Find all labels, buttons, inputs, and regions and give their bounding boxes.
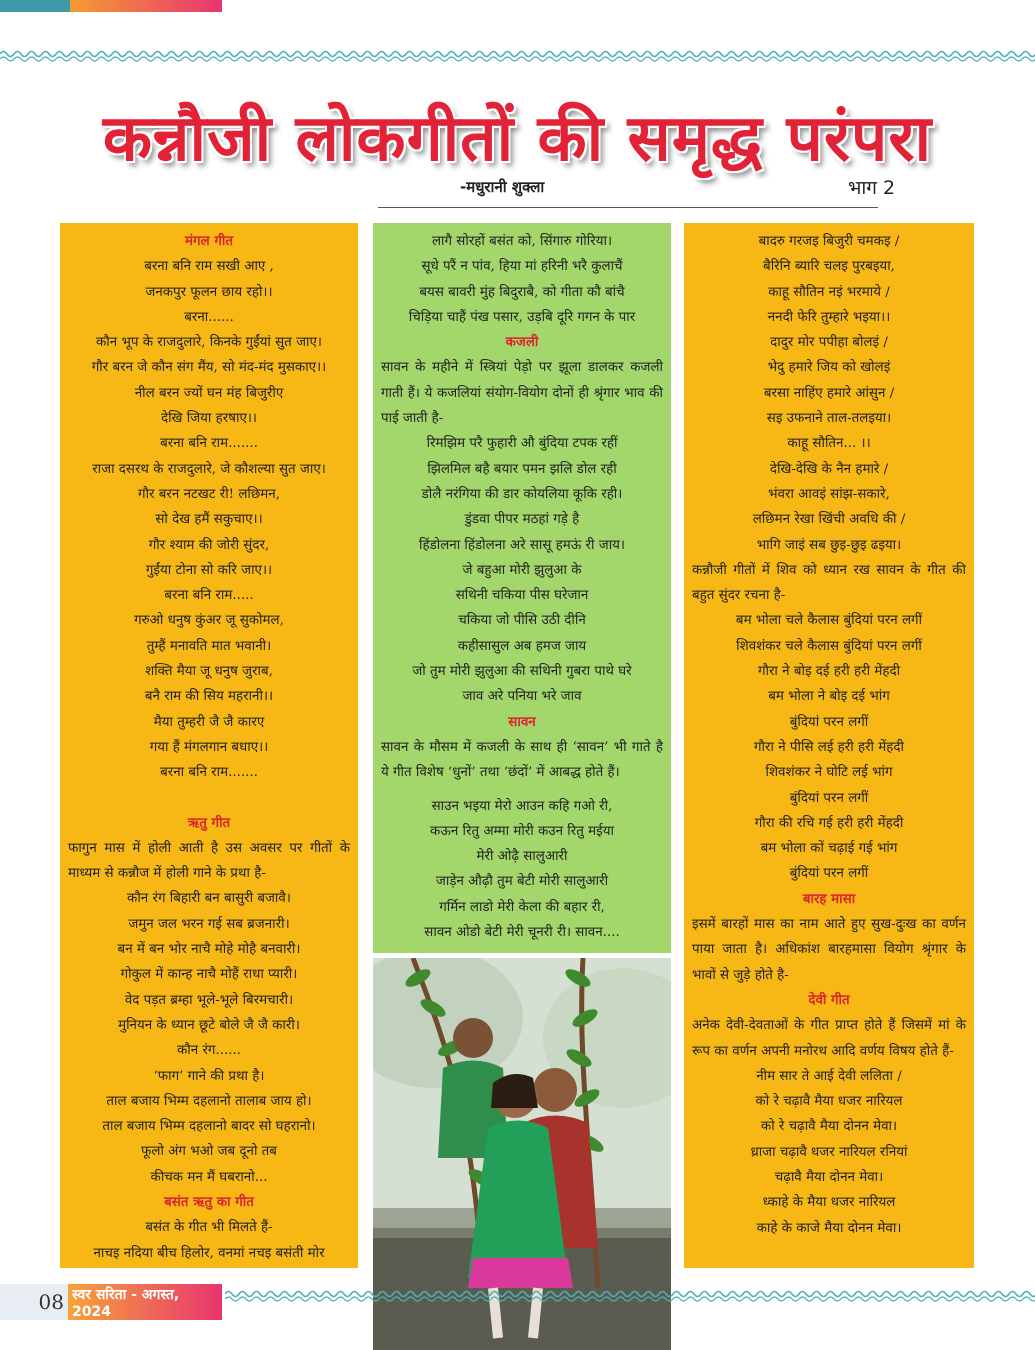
verse-line: को रे चढ़ावै मैया दोनन मेवा। xyxy=(760,1119,898,1135)
verse-line: ताल बजाय भिम्म दहलानो बादर सो घहरानो। xyxy=(102,1119,316,1135)
verse-line: वेद पड़त ब्रम्हा भूले-भूले बिरमचारी। xyxy=(124,992,294,1008)
verse-line: को रे चढ़ावै मैया धजर नारियल xyxy=(755,1094,903,1110)
verse-line: गौरा ने बोइ दई हरी हरी मेंहदी xyxy=(757,664,901,680)
verse-line: भागि जाइं सब छुइ-छुइ ढइया। xyxy=(756,537,902,553)
verse-line: नील बरन ज्यों घन मंह बिजुरीए xyxy=(134,385,284,401)
verse-line: बन में बन भोर नाचै मोहे मोहै बनवारी। xyxy=(117,942,301,958)
column-right xyxy=(684,223,974,1268)
verse-line: काहू सौतिन... ।। xyxy=(787,436,871,452)
verse-line: देखि-देखि के नैन हमारे / xyxy=(769,461,889,477)
verse-line: हिंडोलना हिंडोलना अरे सासू हमऊं री जाय। xyxy=(418,537,626,553)
verse-line: कीचक मन मैं घबरानो... xyxy=(150,1169,268,1185)
verse-line: बरसा नाहिंए हमारे आंसुन / xyxy=(763,385,895,401)
verse-line: गया हैं मंगलगान बधाए।। xyxy=(149,739,269,755)
section-heading: बारह मासा xyxy=(802,890,856,907)
verse-line: मैया तुम्हरी जै जै कारए xyxy=(153,714,265,730)
spacer xyxy=(68,786,350,811)
verse-line: सइ उफनाने ताल-तलइया। xyxy=(766,411,892,427)
paragraph: फागुन मास में होली आती है उस अवसर पर गीतों के माध्यम से कन्नौज में होली गाने के प्रथा है- xyxy=(68,840,350,882)
verse-line: गोकुल में कान्ह नाचै मोहैं राधा प्यारी। xyxy=(120,967,298,983)
verse-line: गर्मिन लाडो मेरी केला की बहार री, xyxy=(439,899,605,915)
verse-line: जनकपुर फूलन छाय रहो।। xyxy=(145,284,273,300)
verse-line: चिड़िया चाहैं पंख पसार, उड़बि दूरि गगन के पार xyxy=(408,309,636,325)
verse-line: बरना बनि राम सखी आए , xyxy=(144,259,274,275)
page-title: कन्नौजी लोकगीतों की समृद्ध परंपरा xyxy=(102,101,933,176)
verse-line: बम भोला ने बोइ दई भांग xyxy=(768,689,890,705)
verse-line: बयस बावरी मुंह बिदुराबै, को गीता कौ बांचै xyxy=(419,284,625,300)
section-heading: बसंत ऋतु का गीत xyxy=(164,1193,254,1210)
page-number: 08 xyxy=(0,1284,68,1320)
section-heading: सावन xyxy=(508,713,536,730)
verse-line: काहे के काजे मैया दोनन मेवा। xyxy=(756,1220,902,1236)
section-heading: कजली xyxy=(505,334,539,351)
section-heading: मंगल गीत xyxy=(185,233,233,249)
verse-line: गौर बरन नटखट री! लछिमन, xyxy=(138,486,280,502)
paragraph: इसमें बारहों मास का नाम आते हुए सुख-दुःख का वर्णन पाया जाता है। अधिकांश बारहमासा वियोग श्रृंगार के भावों से जुड़े होते है- xyxy=(692,917,966,983)
verse-line: सूधे परैं न पांव, हिया मां हरिनी भरै कुलाचैं xyxy=(421,259,623,275)
verse-line: शक्ति मैया जू धनुष जुराब, xyxy=(145,664,273,680)
top-wave-border xyxy=(0,48,1035,64)
verse-line: चकिया जो पीसि उठी दीनि xyxy=(458,613,586,629)
top-color-bar xyxy=(0,0,222,12)
verse-line: काहू सौतिन नइं भरमाये / xyxy=(768,284,890,300)
verse-line: ताल बजाय भिम्म दहलानो तालाब जाय हो। xyxy=(106,1093,312,1109)
verse-line: राजा दसरथ के राजदुलारे, जे कौशल्या सुत जाए। xyxy=(92,461,326,477)
author-name: -मधुरानी शुक्ला xyxy=(460,178,545,196)
verse-line: लागै सोरहों बसंत को, सिंगारु गोरिया। xyxy=(431,234,613,249)
paragraph: सावन के महीने में स्त्रियां पेड़ो पर झूला डालकर कजली गाती हैं। ये कजलियां संयोग-वियोग दोनों ही श्रृंगार भाव की पाई जाती है- xyxy=(381,360,663,427)
verse-line: बुंदियां परन लगीं xyxy=(789,866,869,882)
verse-line: झिलमिल बहै बयार पमन झलि डोल रही xyxy=(427,461,617,477)
verse-line: गौर बरन जे कौन संग मैंय, सो मंद-मंद मुसकाए।। xyxy=(91,360,327,376)
magazine-issue: स्वर सरिता - अगस्त, 2024 xyxy=(68,1284,222,1320)
verse-line: जे बहुआ मोरी झुलुआ के xyxy=(462,562,582,578)
verse-line: लछिमन रेखा खिंची अवधि की / xyxy=(752,512,906,528)
page-footer xyxy=(0,1284,222,1320)
verse-line: गौरा ने पीसि लई हरी हरी मेंहदी xyxy=(754,739,904,755)
verse-line: शिवशंकर चले कैलास बुंदियां परन लगीं xyxy=(736,638,922,654)
verse-line: जाड़ेन औढ़ौ तुम बेटी मोरी सालुआरी xyxy=(435,874,609,890)
section-heading: देवी गीत xyxy=(808,991,850,1008)
verse-line: फूलो अंग भओ जब दूनो तब xyxy=(141,1144,277,1160)
verse-line: बम भोला कों चढ़ाई गई भांग xyxy=(760,841,898,857)
verse-line: दादुर मोर पपीहा बोलइं / xyxy=(770,335,888,351)
spacer xyxy=(381,786,663,794)
verse-line: डोलै नरंगिया की डार कोयलिया कूकि रही। xyxy=(421,486,623,502)
verse-line: जाव अरे पनिया भरे जाव xyxy=(462,689,582,705)
verse-line: बसंत के गीत भी मिलते हैं- xyxy=(145,1220,273,1236)
verse-line: जमुन जल भरन गई सब ब्रजनारी। xyxy=(128,916,290,932)
paragraph: कन्नौजी गीतों में शिव को ध्यान रख सावन के गीत की बहुत सुंदर रचना है- xyxy=(692,562,966,604)
paragraph: अनेक देवी-देवताओं के गीत प्राप्त होते हैं जिसमें मां के रूप का वर्णन अपनी मनोरथ आदि वर्णय विषय होते हैं- xyxy=(692,1018,966,1059)
verse-line: नीम सार ते आई देवी ललिता / xyxy=(756,1068,902,1084)
verse-line: कौन भूप के राजदुलारे, किनके गुईंयां सुत जाए। xyxy=(96,335,322,351)
verse-line: ‘फाग’ गाने की प्रथा है। xyxy=(153,1068,265,1084)
verse-line: तुम्हैं मनावति मात भवानी। xyxy=(146,638,272,654)
verse-line: शिवशंकर ने घोटि लई भांग xyxy=(765,765,893,781)
column-middle xyxy=(373,223,671,953)
part-label: भाग 2 xyxy=(848,177,896,199)
verse-line: सावन ओडो बेटी मेरी चूनरी री। सावन.... xyxy=(424,925,620,941)
verse-line: बुंदियां परन लगीं xyxy=(789,790,869,806)
verse-line: कौन रंग...... xyxy=(177,1043,241,1059)
verse-line: कहीसासुल अब हमज जाय xyxy=(457,638,587,654)
verse-line: भंवरा आवइं सांझ-सकारे, xyxy=(768,486,890,502)
verse-line: कौन रंग बिहारी बन बासुरी बजावै। xyxy=(127,891,291,907)
verse-line: देखि जिया हरषाए।। xyxy=(160,411,258,427)
verse-line: डुंडवा पीपर मठहां गड़े है xyxy=(464,512,580,528)
verse-line: बुंदियां परन लगीं xyxy=(789,714,869,730)
verse-line: रिमझिम परै फुहारी औ बुंदिया टपक रहीं xyxy=(426,436,618,452)
verse-line: भेदु हमारे जिय को खोलइं xyxy=(767,360,891,376)
verse-line: ध्काहे के मैया धजर नारियल xyxy=(762,1195,896,1211)
verse-line: सथिनी चकिया पीस घरेजान xyxy=(455,588,589,604)
verse-line: बरना बनि राम....... xyxy=(160,436,258,452)
verse-line: बरना बनि राम..... xyxy=(164,588,254,604)
section-heading: ऋतु गीत xyxy=(187,814,231,831)
bottom-wave-border xyxy=(225,1288,1035,1304)
verse-line: जो तुम मोरी झुलुआ की सथिनी गुबरा पाथे घरे xyxy=(412,664,632,680)
verse-line: मुनियन के ध्यान छूटे बोले जै जै कारी। xyxy=(118,1017,300,1033)
verse-line: साउन भइया मेरो आउन कहि गओ री, xyxy=(431,798,613,814)
paragraph: सावन के मौसम में कजली के साथ ही ‘सावन’ भी गाते है ये गीत विशेष ‘धुनों’ तथा ‘छंदों’ में आबद्ध होते हैं। xyxy=(381,739,663,781)
title-divider xyxy=(378,207,878,208)
column-left xyxy=(60,223,358,1268)
verse-line: मेरी ओढ़ै सालुआरी xyxy=(476,849,568,865)
verse-line: बैरिनि ब्यारि चलइ पुरबइया, xyxy=(763,259,895,275)
verse-line: गौरा की रचि गई हरी हरी मेंहदी xyxy=(754,815,904,831)
verse-line: ननदी फेरि तुम्हारे भइया।। xyxy=(767,309,891,325)
verse-line: सो देख हमैं सकुचाए।। xyxy=(155,512,263,528)
verse-line: बनै राम की सिय महरानी।। xyxy=(144,689,274,705)
verse-line: ध्राजा चढ़ावै धजर नारियल रनियां xyxy=(750,1144,908,1160)
verse-line: गरुओ धनुष कुंअर जू सुकोमल, xyxy=(134,613,284,629)
verse-line: कऊन रितु अम्मा मोरी कउन रितु मईया xyxy=(430,823,614,839)
verse-line: गुईंया टोना सो करि जाए।। xyxy=(145,562,273,578)
verse-line: गौर श्याम की जोरी सुंदर, xyxy=(148,537,270,553)
verse-line: बम भोला चले कैलास बुंदियां परन लगीं xyxy=(735,613,923,629)
verse-line: बरना बनि राम....... xyxy=(160,765,258,781)
verse-line: चढ़ावै मैया दोनन मेवा। xyxy=(774,1169,884,1185)
verse-line: बादरु गरजइ बिजुरी चमकइ / xyxy=(758,234,900,249)
verse-line: बरना...... xyxy=(184,309,234,325)
verse-line: नाचइ नदिया बीच हिलोर, वनमां नचइ बसंती मोर xyxy=(93,1245,325,1261)
